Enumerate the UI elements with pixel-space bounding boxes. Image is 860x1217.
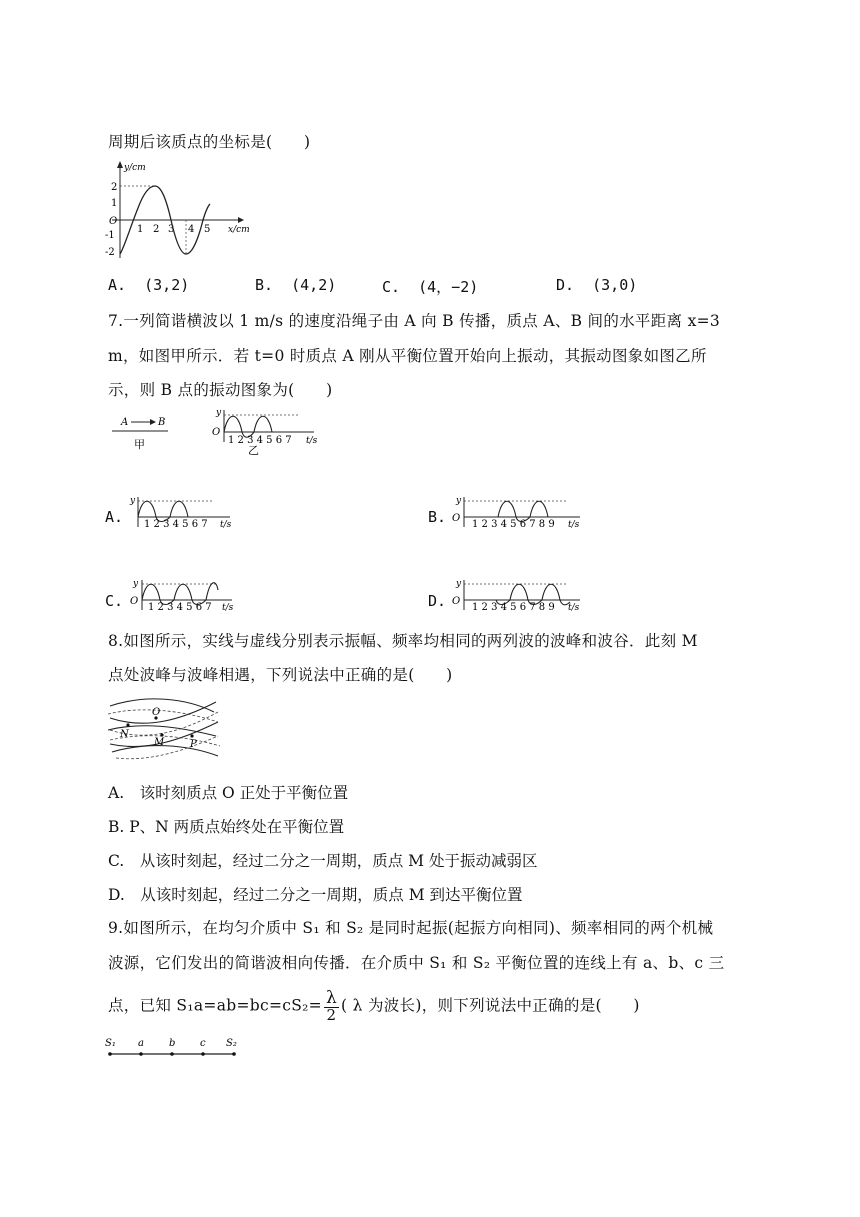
q7-option-c-graph [128, 576, 240, 616]
q6-ytick: -2 [105, 247, 115, 258]
q7-c-origin: O [130, 596, 139, 607]
q6-option-a-letter: A. [108, 276, 127, 294]
q6-text: 周期后该质点的坐标是( ) [108, 133, 311, 151]
q6-xtick: 3 [168, 224, 175, 235]
q9-line3-post: ( λ 为波长)，则下列说法中正确的是( ) [341, 996, 640, 1015]
q9-label-b: b [169, 1038, 176, 1049]
q6-ytick: -1 [105, 230, 115, 241]
q7-d-t: t/s [568, 603, 580, 613]
q9-label-a: a [138, 1038, 144, 1049]
q8-point-n: N [120, 729, 129, 740]
q6-ylabel: y/cm [124, 163, 146, 173]
q7-a-t: t/s [220, 520, 232, 530]
q8-point-m: M [154, 737, 165, 748]
q8-option-b: B. P、N 两质点始终处在平衡位置 [108, 818, 345, 836]
q7-caption-yi: 乙 [248, 444, 259, 456]
q6-xtick: 2 [153, 224, 160, 235]
q7-option-d-graph [450, 576, 590, 616]
q9-line1: 9.如图所示，在均匀介质中 S₁ 和 S₂ 是同时起振(起振方向相同)、频率相同的两个机械 [108, 919, 714, 937]
q9-fraction [324, 990, 339, 1023]
q7-b-y: y [456, 496, 462, 506]
q8-option-a: A. 该时刻质点 O 正处于平衡位置 [108, 784, 349, 802]
q7-option-a-letter: A. [105, 508, 124, 526]
q9-label-c: c [200, 1038, 206, 1049]
q9-line3-pre: 点，已知 S₁a=ab=bc=cS₂= [108, 996, 322, 1015]
q7-c-t: t/s [222, 603, 234, 613]
q9-frac-num: λ [325, 988, 338, 1008]
q7-line2: m，如图甲所示．若 t=0 时质点 A 刚从平衡位置开始向上振动，其振动图象如图乙所 [108, 347, 707, 365]
q6-option-b-letter: B. [255, 276, 274, 294]
q7-b-t: t/s [568, 520, 580, 530]
q7-b-origin: O [452, 513, 461, 524]
q9-label-s2: S₂ [226, 1038, 237, 1049]
q7-option-b-letter: B. [428, 508, 447, 526]
q8-point-p: P [190, 739, 197, 750]
q9-frac-den: 2 [326, 1006, 337, 1024]
q7-figure-jia [108, 408, 178, 453]
q7-d-y: y [456, 579, 462, 589]
q7-option-a-graph [128, 493, 238, 533]
q9-line3 [108, 990, 640, 1023]
q8-option-c: C. 从该时刻起，经过二分之一周期，质点 M 处于振动减弱区 [108, 852, 538, 870]
q7-a-ticks: 1 2 3 4 5 6 7 [144, 519, 208, 530]
q8-wave-figure [106, 692, 226, 764]
q6-ytick: 2 [111, 182, 118, 193]
q7-c-y: y [133, 579, 139, 589]
q8-line1: 8.如图所示，实线与虚线分别表示振幅、频率均相同的两列波的波峰和波谷．此刻 M [108, 632, 698, 650]
q6-option-a: (3,2) [144, 276, 190, 294]
q8-option-d: D. 从该时刻起，经过二分之一周期，质点 M 到达平衡位置 [108, 886, 523, 904]
q6-wave-graph [100, 158, 260, 263]
q7-yi-origin: O [212, 427, 221, 438]
q7-yi-t: t/s [306, 436, 318, 446]
q7-yi-y: y [216, 408, 222, 418]
q7-figure-yi [208, 406, 328, 456]
q7-yi-ticks: 1 2 3 4 5 6 7 [228, 435, 292, 446]
q7-d-origin: O [452, 596, 461, 607]
q7-d-ticks: 1 2 3 4 5 6 7 8 9 [472, 602, 555, 613]
q6-xtick: 5 [204, 224, 211, 235]
q9-figure [104, 1032, 244, 1062]
q6-option-d: (3,0) [592, 276, 638, 294]
q7-line1: 7.一列简谐横波以 1 m/s 的速度沿绳子由 A 向 B 传播，质点 A、B 间的水平距离 x=3 [108, 312, 721, 330]
q9-label-s1: S₁ [105, 1038, 116, 1049]
q8-line2: 点处波峰与波峰相遇，下列说法中正确的是( ) [108, 666, 453, 684]
q7-c-ticks: 1 2 3 4 5 6 7 [148, 602, 212, 613]
q6-xlabel: x/cm [228, 225, 250, 235]
q7-option-b-graph [450, 493, 590, 533]
q7-option-c-letter: C. [105, 592, 124, 610]
q7-option-d-letter: D. [428, 592, 447, 610]
q6-option-c-letter: C. [382, 278, 401, 296]
q6-origin: O [109, 216, 118, 227]
q9-line2: 波源，它们发出的简谐波相向传播．在介质中 S₁ 和 S₂ 平衡位置的连线上有 a、b、c 三 [108, 954, 725, 972]
q7-point-a: A [121, 417, 129, 428]
q7-point-b: B [158, 417, 166, 428]
q7-b-ticks: 1 2 3 4 5 6 7 8 9 [472, 519, 555, 530]
q7-line3: 示，则 B 点的振动图象为( ) [108, 381, 333, 399]
q6-option-b: (4,2) [291, 276, 337, 294]
q7-caption-jia: 甲 [134, 438, 145, 451]
q6-xtick: 1 [137, 224, 144, 235]
q8-point-o: O [152, 707, 161, 718]
q6-option-d-letter: D. [556, 276, 575, 294]
q6-ytick: 1 [111, 198, 118, 209]
q6-xtick: 4 [188, 224, 195, 235]
q6-option-c: (4，−2) [418, 278, 479, 296]
q7-a-y: y [130, 496, 136, 506]
